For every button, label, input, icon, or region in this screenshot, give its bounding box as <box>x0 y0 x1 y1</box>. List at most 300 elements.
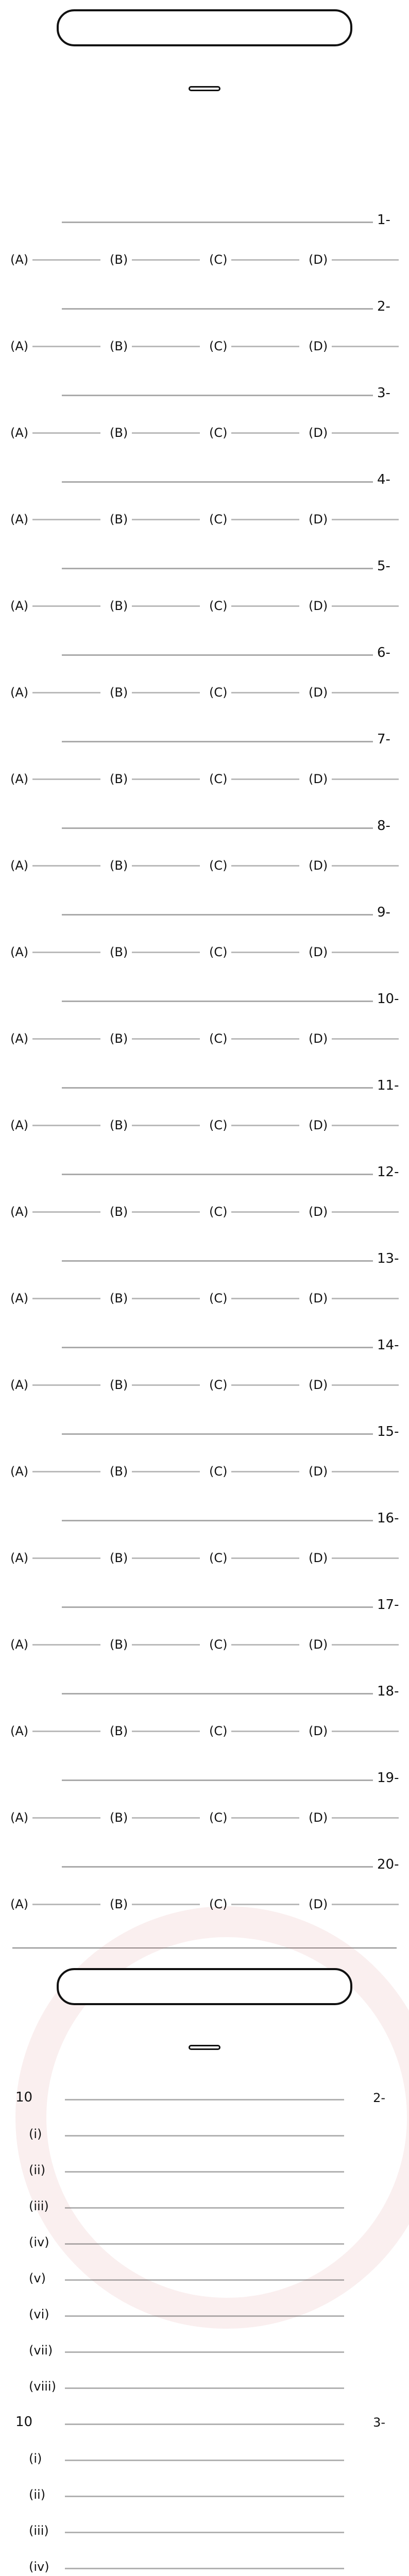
option-letter: (B) <box>110 512 128 527</box>
option-letter: (A) <box>10 599 29 613</box>
option-text-line <box>231 1125 299 1126</box>
sub-question <box>8 2370 401 2406</box>
option-letter: (C) <box>209 685 228 700</box>
answer-option <box>110 1897 200 1911</box>
option-text-line <box>32 1298 100 1299</box>
question-number: 17- <box>377 1597 399 1613</box>
option-text-line <box>132 1904 200 1905</box>
answer-option <box>309 1464 399 1479</box>
option-letter: (C) <box>209 1118 228 1132</box>
option-text-line <box>231 1384 299 1386</box>
answer-option <box>309 252 399 267</box>
answer-option <box>10 512 100 527</box>
option-text-line <box>132 1211 200 1213</box>
options-row <box>10 772 399 786</box>
paper-divider <box>12 1947 397 1948</box>
mcq-question <box>0 1245 409 1331</box>
answer-option <box>110 1378 200 1392</box>
paper2-group-label <box>189 2045 220 2050</box>
option-text-line <box>132 1557 200 1559</box>
sub-question-number: (vi) <box>29 2307 49 2321</box>
option-text-line <box>332 1904 399 1905</box>
answer-option <box>10 685 100 700</box>
option-letter: (A) <box>10 1464 29 1479</box>
answer-option <box>209 1724 299 1738</box>
answer-option <box>209 339 299 353</box>
question-text-line <box>62 1520 373 1521</box>
question-text-line <box>62 1174 373 1175</box>
option-text-line <box>32 259 100 261</box>
option-letter: (B) <box>110 1378 128 1392</box>
sub-question-number: (iv) <box>29 2235 49 2249</box>
option-text-line <box>132 1471 200 1472</box>
option-letter: (D) <box>309 426 328 440</box>
short-question-block <box>0 2081 409 2406</box>
option-text-line <box>32 1557 100 1559</box>
option-letter: (D) <box>309 1724 328 1738</box>
answer-option <box>110 1810 200 1825</box>
sub-question-number: (iii) <box>29 2523 49 2538</box>
answer-option <box>209 1118 299 1132</box>
paper2-header <box>0 1959 409 2036</box>
paper2-meta-row <box>0 2036 409 2059</box>
option-text-line <box>32 1384 100 1386</box>
mcq-question <box>0 899 409 985</box>
sub-question-number: (i) <box>29 2127 42 2141</box>
sub-question-text-line <box>65 2460 344 2461</box>
sub-question-number: (i) <box>29 2451 42 2466</box>
option-letter: (D) <box>309 1118 328 1132</box>
answer-option <box>110 1464 200 1479</box>
option-text-line <box>132 1644 200 1646</box>
answer-option <box>209 1464 299 1479</box>
question-text-line <box>62 568 373 569</box>
answer-option <box>10 1031 100 1046</box>
answer-option <box>10 426 100 440</box>
paper1-meta-row <box>0 77 409 100</box>
sub-question-text-line <box>65 2532 344 2533</box>
option-text-line <box>32 346 100 347</box>
sub-question-number: (ii) <box>29 2163 46 2177</box>
option-text-line <box>132 692 200 693</box>
answer-option <box>209 252 299 267</box>
sub-question-text-line <box>65 2243 344 2245</box>
question-number: 2- <box>373 2091 385 2105</box>
option-text-line <box>332 519 399 520</box>
marks: 10 <box>15 2414 33 2430</box>
option-letter: (C) <box>209 1291 228 1306</box>
options-row <box>10 512 399 527</box>
sub-question-text-line <box>65 2387 344 2389</box>
answer-option <box>10 1378 100 1392</box>
option-letter: (C) <box>209 1031 228 1046</box>
sub-question <box>8 2117 401 2154</box>
question-text-line <box>65 2424 344 2425</box>
option-text-line <box>332 346 399 347</box>
option-text-line <box>32 952 100 953</box>
answer-option <box>209 1810 299 1825</box>
option-letter: (B) <box>110 858 128 873</box>
question-number: 16- <box>377 1511 399 1526</box>
question-number: 2- <box>377 299 390 314</box>
answer-option <box>309 1724 399 1738</box>
question-number: 14- <box>377 1337 399 1353</box>
question-text-line <box>62 1606 373 1608</box>
option-letter: (B) <box>110 1551 128 1565</box>
answer-option <box>110 1291 200 1306</box>
answer-option <box>309 339 399 353</box>
answer-option <box>110 685 200 700</box>
option-text-line <box>32 519 100 520</box>
option-letter: (B) <box>110 772 128 786</box>
option-text-line <box>231 1731 299 1732</box>
option-text-line <box>132 259 200 261</box>
option-letter: (B) <box>110 1897 128 1911</box>
answer-option <box>110 1031 200 1046</box>
option-text-line <box>332 432 399 434</box>
option-letter: (C) <box>209 1810 228 1825</box>
option-text-line <box>332 1125 399 1126</box>
options-row <box>10 1031 399 1046</box>
instruction-line <box>12 166 397 187</box>
question-number: 18- <box>377 1684 399 1699</box>
option-letter: (B) <box>110 426 128 440</box>
option-text-line <box>32 1904 100 1905</box>
option-letter: (B) <box>110 685 128 700</box>
answer-option <box>209 512 299 527</box>
option-letter: (A) <box>10 945 29 959</box>
answer-option <box>309 1291 399 1306</box>
sub-question <box>8 2334 401 2370</box>
option-letter: (A) <box>10 426 29 440</box>
option-letter: (B) <box>110 1118 128 1132</box>
answer-option <box>209 685 299 700</box>
mcq-question <box>0 379 409 466</box>
option-text-line <box>132 519 200 520</box>
question-text-line <box>62 1693 373 1694</box>
option-text-line <box>32 1125 100 1126</box>
answer-option <box>10 252 100 267</box>
paper2-section-row <box>0 2059 409 2081</box>
options-row <box>10 1205 399 1219</box>
option-letter: (A) <box>10 772 29 786</box>
question-number: 4- <box>377 472 390 487</box>
option-letter: (D) <box>309 1205 328 1219</box>
option-letter: (A) <box>10 1897 29 1911</box>
sub-question-number: (iv) <box>29 2560 49 2574</box>
answer-option <box>309 512 399 527</box>
option-text-line <box>132 346 200 347</box>
answer-option <box>309 945 399 959</box>
mcq-question <box>0 639 409 725</box>
sub-question-text-line <box>65 2315 344 2317</box>
mcq-question <box>0 206 409 293</box>
answer-option <box>309 772 399 786</box>
answer-option <box>10 1724 100 1738</box>
option-letter: (C) <box>209 1551 228 1565</box>
option-text-line <box>231 952 299 953</box>
option-letter: (B) <box>110 1637 128 1652</box>
sub-question <box>8 2262 401 2298</box>
options-row <box>10 1118 399 1132</box>
answer-option <box>209 599 299 613</box>
option-letter: (D) <box>309 512 328 527</box>
option-letter: (C) <box>209 945 228 959</box>
option-text-line <box>231 259 299 261</box>
option-text-line <box>231 1817 299 1819</box>
option-text-line <box>132 1125 200 1126</box>
option-text-line <box>231 1644 299 1646</box>
question-number: 1- <box>377 212 390 228</box>
option-letter: (D) <box>309 1897 328 1911</box>
answer-option <box>309 1810 399 1825</box>
option-letter: (D) <box>309 1031 328 1046</box>
option-letter: (A) <box>10 1118 29 1132</box>
option-letter: (A) <box>10 858 29 873</box>
option-text-line <box>32 432 100 434</box>
answer-option <box>110 512 200 527</box>
question-number: 10- <box>377 991 399 1007</box>
question-number: 19- <box>377 1770 399 1786</box>
sub-question <box>8 2154 401 2190</box>
options-row <box>10 599 399 613</box>
option-text-line <box>132 1038 200 1040</box>
option-letter: (B) <box>110 1031 128 1046</box>
option-text-line <box>332 1298 399 1299</box>
sub-question-number: (viii) <box>29 2379 56 2394</box>
paper1-header <box>0 0 409 77</box>
question-number: 11- <box>377 1078 399 1093</box>
option-text-line <box>132 778 200 780</box>
question-number: 7- <box>377 732 390 747</box>
option-text-line <box>231 865 299 867</box>
option-letter: (D) <box>309 252 328 267</box>
answer-option <box>209 858 299 873</box>
question-text-line <box>62 1866 373 1868</box>
option-letter: (C) <box>209 426 228 440</box>
options-row <box>10 1464 399 1479</box>
paper1-title <box>57 9 352 46</box>
answer-option <box>110 858 200 873</box>
answer-option <box>10 1637 100 1652</box>
question-text-line <box>62 1433 373 1435</box>
option-text-line <box>132 865 200 867</box>
question-number: 20- <box>377 1857 399 1872</box>
sub-question-text-line <box>65 2568 344 2569</box>
answer-option <box>10 599 100 613</box>
option-text-line <box>32 865 100 867</box>
option-text-line <box>231 1557 299 1559</box>
question-number: 6- <box>377 645 390 660</box>
option-letter: (A) <box>10 1810 29 1825</box>
option-letter: (A) <box>10 339 29 353</box>
question-text-line <box>62 481 373 483</box>
instruction-line <box>12 125 397 145</box>
sub-question <box>8 2478 401 2514</box>
option-text-line <box>332 1817 399 1819</box>
question-header <box>8 2081 401 2117</box>
options-row <box>10 1551 399 1565</box>
answer-option <box>10 1118 100 1132</box>
option-text-line <box>332 1557 399 1559</box>
question-text-line <box>62 827 373 829</box>
option-text-line <box>332 259 399 261</box>
mcq-question <box>0 985 409 1072</box>
option-text-line <box>332 1038 399 1040</box>
question-number: 13- <box>377 1251 399 1266</box>
question-text-line <box>62 395 373 396</box>
sub-question <box>8 2514 401 2550</box>
sub-question <box>8 2442 401 2478</box>
option-letter: (B) <box>110 599 128 613</box>
option-letter: (C) <box>209 1205 228 1219</box>
option-text-line <box>332 1384 399 1386</box>
question-number: 5- <box>377 558 390 574</box>
option-text-line <box>32 778 100 780</box>
option-text-line <box>132 432 200 434</box>
answer-option <box>309 426 399 440</box>
answer-option <box>209 1031 299 1046</box>
option-letter: (A) <box>10 1031 29 1046</box>
mcq-question <box>0 293 409 379</box>
answer-option <box>309 1378 399 1392</box>
question-text-line <box>62 741 373 742</box>
option-text-line <box>332 778 399 780</box>
answer-option <box>110 339 200 353</box>
option-text-line <box>32 1038 100 1040</box>
instruction-line <box>12 104 397 125</box>
option-text-line <box>132 1384 200 1386</box>
mcq-question <box>0 1072 409 1158</box>
answer-option <box>10 772 100 786</box>
option-letter: (D) <box>309 1637 328 1652</box>
option-text-line <box>32 1644 100 1646</box>
sub-question-number: (ii) <box>29 2487 46 2502</box>
answer-option <box>110 1118 200 1132</box>
option-letter: (D) <box>309 685 328 700</box>
options-row <box>10 685 399 700</box>
option-letter: (D) <box>309 1810 328 1825</box>
paper1-instructions <box>0 100 409 206</box>
options-row <box>10 426 399 440</box>
question-number: 8- <box>377 818 390 834</box>
option-letter: (B) <box>110 1291 128 1306</box>
options-row <box>10 252 399 267</box>
option-letter: (B) <box>110 252 128 267</box>
options-row <box>10 1810 399 1825</box>
sub-question-number: (iii) <box>29 2199 49 2213</box>
mcq-question <box>0 1418 409 1504</box>
answer-option <box>309 1551 399 1565</box>
sub-question-number: (v) <box>29 2271 46 2285</box>
answer-option <box>309 1118 399 1132</box>
option-letter: (B) <box>110 1464 128 1479</box>
option-letter: (C) <box>209 772 228 786</box>
sub-question <box>8 2550 401 2576</box>
answer-option <box>110 772 200 786</box>
option-letter: (A) <box>10 252 29 267</box>
answer-option <box>10 1205 100 1219</box>
option-letter: (D) <box>309 772 328 786</box>
options-row <box>10 1724 399 1738</box>
mcq-question <box>0 1504 409 1591</box>
answer-option <box>209 1291 299 1306</box>
option-text-line <box>332 692 399 693</box>
paper1-group-label <box>189 86 220 91</box>
option-letter: (B) <box>110 1205 128 1219</box>
options-row <box>10 1897 399 1911</box>
option-letter: (A) <box>10 1551 29 1565</box>
option-text-line <box>332 605 399 607</box>
option-letter: (B) <box>110 1724 128 1738</box>
mcq-question <box>0 1851 409 1937</box>
options-row <box>10 858 399 873</box>
answer-option <box>110 1724 200 1738</box>
option-letter: (C) <box>209 1724 228 1738</box>
answer-option <box>110 252 200 267</box>
option-letter: (D) <box>309 339 328 353</box>
option-letter: (A) <box>10 512 29 527</box>
question-text-line <box>62 654 373 656</box>
option-text-line <box>231 778 299 780</box>
option-text-line <box>231 346 299 347</box>
option-letter: (A) <box>10 1637 29 1652</box>
question-text-line <box>62 914 373 916</box>
option-letter: (C) <box>209 858 228 873</box>
mcq-question <box>0 812 409 899</box>
answer-option <box>10 339 100 353</box>
option-letter: (C) <box>209 339 228 353</box>
option-letter: (A) <box>10 1291 29 1306</box>
answer-option <box>110 599 200 613</box>
option-text-line <box>231 1471 299 1472</box>
option-letter: (A) <box>10 1378 29 1392</box>
option-text-line <box>332 1644 399 1646</box>
question-text-line <box>62 308 373 310</box>
mcq-question <box>0 466 409 552</box>
option-letter: (D) <box>309 1291 328 1306</box>
option-letter: (B) <box>110 945 128 959</box>
answer-option <box>209 772 299 786</box>
mcq-question <box>0 1591 409 1677</box>
option-letter: (A) <box>10 1724 29 1738</box>
answer-option <box>10 858 100 873</box>
answer-option <box>10 1551 100 1565</box>
answer-option <box>110 1637 200 1652</box>
answer-option <box>209 426 299 440</box>
option-letter: (C) <box>209 1637 228 1652</box>
question-text-line <box>65 2099 344 2100</box>
answer-option <box>10 1897 100 1911</box>
option-text-line <box>132 1731 200 1732</box>
answer-option <box>309 1205 399 1219</box>
answer-option <box>309 1031 399 1046</box>
option-text-line <box>32 1817 100 1819</box>
option-text-line <box>332 952 399 953</box>
option-text-line <box>231 432 299 434</box>
mcq-list <box>0 206 409 1937</box>
answer-option <box>110 1551 200 1565</box>
sub-question-text-line <box>65 2351 344 2353</box>
answer-option <box>209 1205 299 1219</box>
options-row <box>10 339 399 353</box>
question-number: 9- <box>377 905 390 920</box>
instruction-line <box>12 145 397 166</box>
answer-option <box>309 1897 399 1911</box>
option-letter: (D) <box>309 945 328 959</box>
marks: 10 <box>15 2090 33 2105</box>
option-letter: (D) <box>309 1551 328 1565</box>
